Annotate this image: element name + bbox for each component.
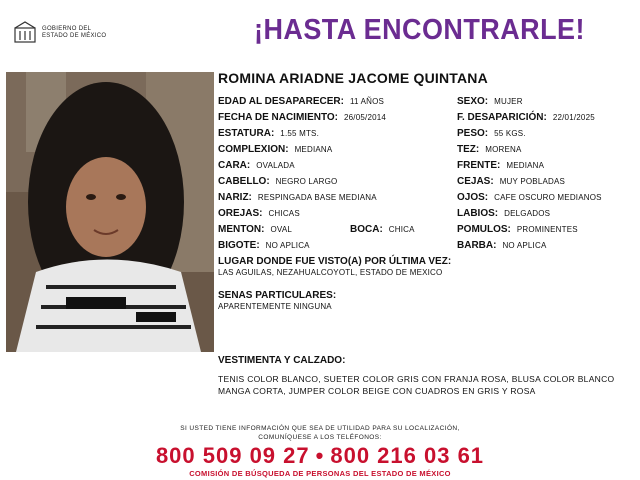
field-pomulos xyxy=(457,224,578,235)
field-value: 11 AÑOS xyxy=(349,97,385,106)
phone-1[interactable]: 800 509 09 27 xyxy=(155,443,310,468)
field-label: NARIZ: xyxy=(218,192,252,203)
field-value: MEDIANA xyxy=(294,145,333,154)
field-label: TEZ: xyxy=(457,144,480,155)
field-value: CHICAS xyxy=(268,209,300,218)
field-fecha-nacimiento xyxy=(218,112,386,123)
field-value: MUY POBLADAS xyxy=(499,177,566,186)
field-estatura xyxy=(218,128,319,139)
field-cejas xyxy=(457,176,565,187)
government-logo xyxy=(12,20,122,46)
field-value: 55 KGS. xyxy=(494,129,526,138)
clothing-value: TENIS COLOR BLANCO, SUETER COLOR GRIS CON FRANJA ROSA, BLUSA COLOR BLANCO MANGA CORTA, JUMPER COLOR BEIGE CON CUADROS EN GRIS Y ROSA xyxy=(218,374,615,396)
field-label: OJOS: xyxy=(457,192,489,203)
field-label: BIGOTE: xyxy=(218,240,260,251)
phone-separator: • xyxy=(315,443,325,468)
field-cara xyxy=(218,160,295,171)
distinguishing-marks-value: APARENTEMENTE NINGUNA xyxy=(218,302,332,311)
field-value: DELGADOS xyxy=(504,209,551,218)
distinguishing-marks-label: SENAS PARTICULARES: xyxy=(218,290,337,301)
field-label: LABIOS: xyxy=(457,208,499,219)
field-ojos xyxy=(457,192,602,203)
state-crest-icon xyxy=(12,20,38,46)
field-edad xyxy=(218,96,384,107)
field-value: 22/01/2025 xyxy=(552,113,595,122)
field-label: EDAD AL DESAPARECER: xyxy=(218,96,344,107)
field-fecha-desaparicion xyxy=(457,112,595,123)
field-label: FECHA DE NACIMIENTO: xyxy=(218,112,338,123)
field-label: F. DESAPARICIÓN: xyxy=(457,112,547,123)
page-title: ¡HASTA ENCONTRARLE! xyxy=(254,14,585,46)
field-orejas xyxy=(218,208,300,219)
commission-name: COMISIÓN DE BÚSQUEDA DE PERSONAS DEL ESTADO DE MÉXICO xyxy=(189,469,451,478)
field-label: PESO: xyxy=(457,128,489,139)
phone-numbers xyxy=(0,443,640,469)
field-label: POMULOS: xyxy=(457,224,511,235)
clothing-label: VESTIMENTA Y CALZADO: xyxy=(218,355,346,366)
phone-2[interactable]: 800 216 03 61 xyxy=(330,443,485,468)
field-barba xyxy=(457,240,547,251)
field-complexion xyxy=(218,144,332,155)
government-logo-text: GOBIERNO DEL ESTADO DE MÉXICO xyxy=(42,26,107,39)
field-label: CARA: xyxy=(218,160,251,171)
field-value: RESPINGADA BASE MEDIANA xyxy=(257,193,377,202)
field-value: NO APLICA xyxy=(265,241,310,250)
field-bigote xyxy=(218,240,310,251)
field-nariz xyxy=(218,192,377,203)
field-label: BARBA: xyxy=(457,240,497,251)
field-label: FRENTE: xyxy=(457,160,501,171)
field-label: MENTON: xyxy=(218,224,265,235)
field-peso xyxy=(457,128,526,139)
field-value: MORENA xyxy=(485,145,522,154)
field-value: CHICA xyxy=(388,225,415,234)
missing-person-photo xyxy=(6,72,214,352)
field-value: MUJER xyxy=(494,97,523,106)
field-value: CAFE OSCURO MEDIANOS xyxy=(494,193,602,202)
field-label: CABELLO: xyxy=(218,176,270,187)
field-labios xyxy=(457,208,550,219)
field-value: 26/05/2014 xyxy=(344,113,387,122)
field-value: OVAL xyxy=(270,225,293,234)
field-value: 1.55 MTS. xyxy=(280,129,319,138)
field-label: COMPLEXION: xyxy=(218,144,289,155)
field-label: CEJAS: xyxy=(457,176,494,187)
last-seen-label: LUGAR DONDE FUE VISTO(A) POR ÚLTIMA VEZ: xyxy=(218,256,452,267)
field-cabello xyxy=(218,176,337,187)
field-sexo xyxy=(457,96,523,107)
info-line-1: SI USTED TIENE INFORMACIÓN QUE SEA DE UTILIDAD PARA SU LOCALIZACIÓN, xyxy=(180,425,460,432)
field-value: NO APLICA xyxy=(502,241,547,250)
field-label: ESTATURA: xyxy=(218,128,275,139)
field-value: NEGRO LARGO xyxy=(275,177,338,186)
last-seen-value: LAS AGUILAS, NEZAHUALCOYOTL, ESTADO DE MEXICO xyxy=(218,268,443,277)
field-boca xyxy=(350,224,415,235)
info-line-2: COMUNÍQUESE A LOS TELÉFONOS: xyxy=(258,434,382,441)
person-name: ROMINA ARIADNE JACOME QUINTANA xyxy=(218,70,488,86)
field-tez xyxy=(457,144,522,155)
field-value: PROMINENTES xyxy=(516,225,578,234)
field-label: BOCA: xyxy=(350,224,383,235)
field-label: SEXO: xyxy=(457,96,489,107)
field-frente xyxy=(457,160,544,171)
field-value: MEDIANA xyxy=(506,161,545,170)
field-value: OVALADA xyxy=(256,161,295,170)
field-menton xyxy=(218,224,292,235)
field-label: OREJAS: xyxy=(218,208,263,219)
